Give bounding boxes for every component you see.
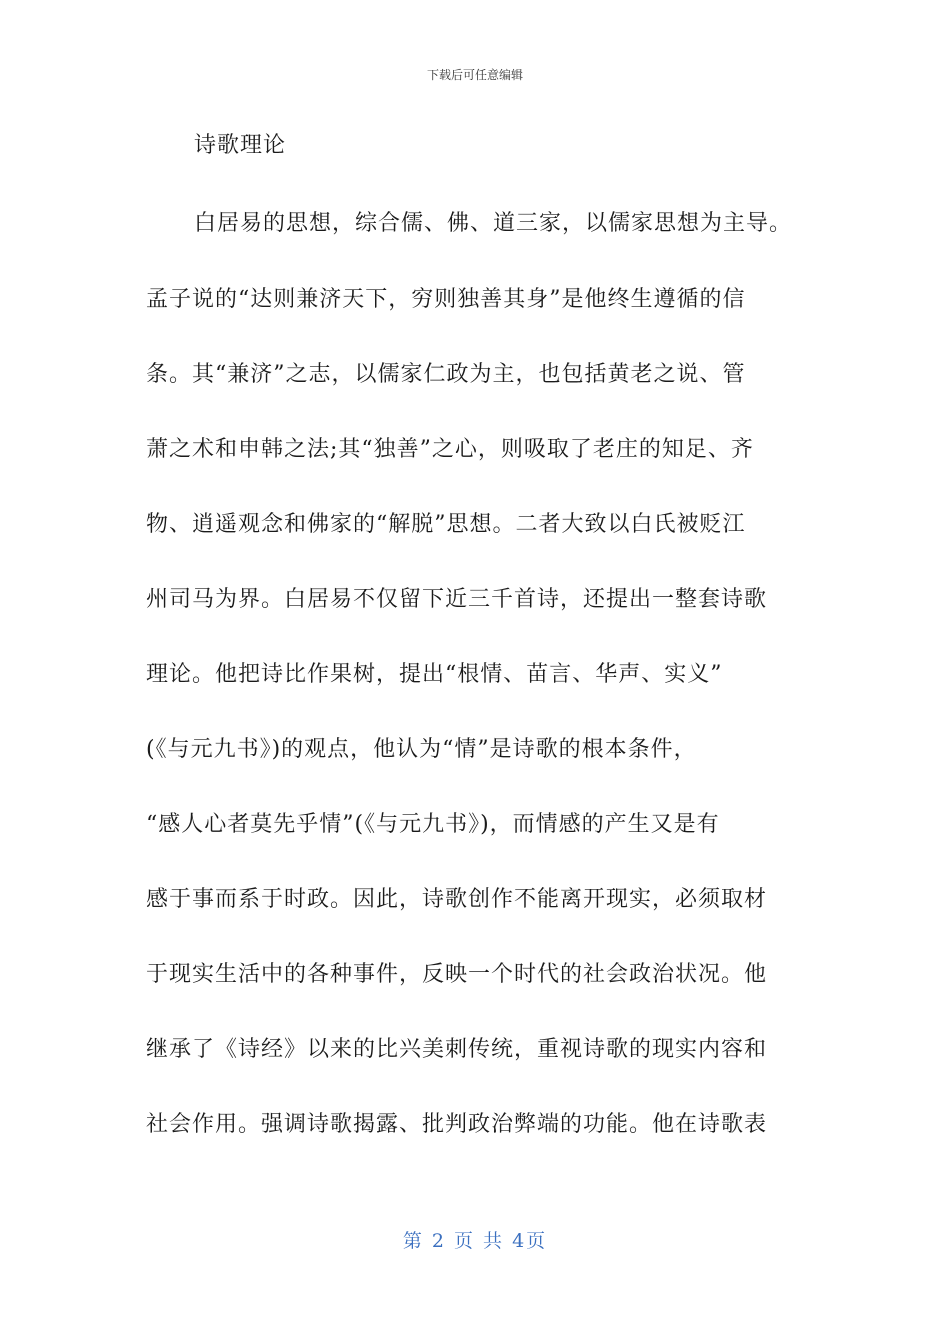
body-line: 感于事而系于时政。因此，诗歌创作不能离开现实，必须取材	[146, 887, 768, 912]
body-line: 理论。他把诗比作果树，提出“根情、苗言、华声、实义”	[146, 662, 723, 687]
page-header: 下载后可任意编辑	[426, 68, 523, 82]
body-line: 条。其“兼济”之志，以儒家仁政为主，也包括黄老之说、管	[146, 362, 746, 387]
body-line: 物、逍遥观念和佛家的“解脱”思想。二者大致以白氏被贬江	[146, 512, 746, 537]
body-line: (《与元九书》)的观点，他认为“情”是诗歌的根本条件，	[146, 737, 697, 762]
body-line: 白居易的思想，综合儒、佛、道三家，以儒家思想为主导。	[194, 211, 793, 236]
body-line: 社会作用。强调诗歌揭露、批判政治弊端的功能。他在诗歌表	[146, 1112, 768, 1137]
body-line: 萧之术和申韩之法;其“独善”之心，则吸取了老庄的知足、齐	[146, 437, 754, 462]
body-line: 继承了《诗经》以来的比兴美刺传统，重视诗歌的现实内容和	[146, 1037, 768, 1062]
document-title: 诗歌理论	[194, 133, 287, 158]
body-line: 于现实生活中的各种事件，反映一个时代的社会政治状况。他	[146, 962, 768, 987]
body-line: 州司马为界。白居易不仅留下近三千首诗，还提出一整套诗歌	[146, 587, 768, 612]
body-line: “感人心者莫先乎情”(《与元九书》)，而情感的产生又是有	[146, 812, 720, 837]
page-number: 第 2 页 共 4页	[402, 1230, 548, 1252]
body-line: 孟子说的“达则兼济天下，穷则独善其身”是他终生遵循的信	[146, 287, 746, 312]
